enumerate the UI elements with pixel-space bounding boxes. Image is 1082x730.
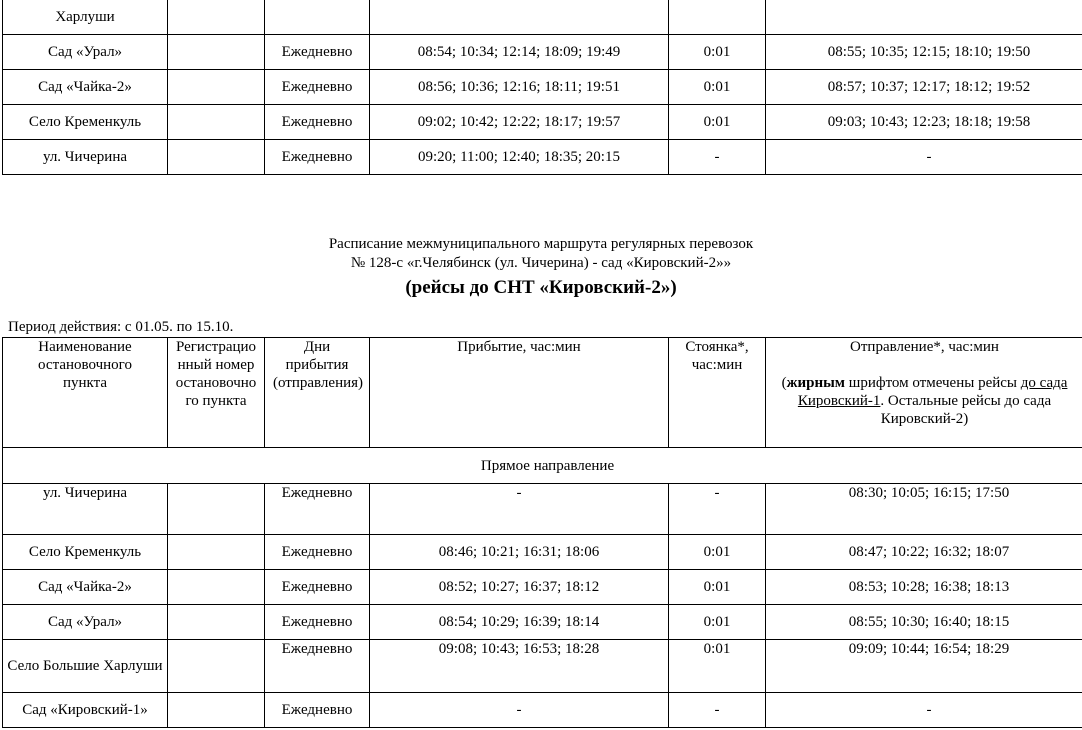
stop-name-cell: Сад «Кировский-1»	[3, 693, 168, 728]
stay-cell	[669, 0, 766, 35]
departure-times-cell: 09:03; 10:43; 12:23; 18:18; 19:58	[766, 105, 1082, 140]
arrival-times-cell: -	[370, 484, 669, 535]
table-row	[3, 484, 1082, 535]
registration-number-cell	[168, 570, 265, 605]
schedule-table-continued	[2, 0, 1082, 175]
registration-number-cell	[168, 105, 265, 140]
table-row	[3, 105, 1082, 140]
days-cell: Ежедневно	[265, 70, 370, 105]
table-row	[3, 70, 1082, 105]
table-row	[3, 693, 1082, 728]
stop-name-cell: Сад «Чайка-2»	[3, 70, 168, 105]
stop-name-cell: Харлуши	[3, 0, 168, 35]
stop-name-cell: Сад «Чайка-2»	[3, 570, 168, 605]
days-cell: Ежедневно	[265, 484, 370, 535]
stay-cell: 0:01	[669, 105, 766, 140]
header-stop-name: Наименование остановочного пункта	[3, 338, 168, 448]
registration-number-cell	[168, 70, 265, 105]
days-cell: Ежедневно	[265, 605, 370, 640]
arrival-times-cell: 08:52; 10:27; 16:37; 18:12	[370, 570, 669, 605]
header-departure-label: Отправление*, час:мин	[850, 339, 999, 355]
stay-cell: 0:01	[669, 35, 766, 70]
registration-number-cell	[168, 140, 265, 175]
registration-number-cell	[168, 605, 265, 640]
header-days: Дни прибытия (отправления)	[265, 338, 370, 448]
departure-times-cell: 08:30; 10:05; 16:15; 17:50	[766, 484, 1082, 535]
departure-times-cell: 08:55; 10:30; 16:40; 18:15	[766, 605, 1082, 640]
table-row	[3, 535, 1082, 570]
schedule-table-body	[3, 338, 1082, 728]
days-cell: Ежедневно	[265, 105, 370, 140]
departure-times-cell: -	[766, 693, 1082, 728]
arrival-times-cell: 08:46; 10:21; 16:31; 18:06	[370, 535, 669, 570]
stop-name-cell: Сад «Урал»	[3, 35, 168, 70]
days-cell: Ежедневно	[265, 140, 370, 175]
days-cell: Ежедневно	[265, 693, 370, 728]
stop-name-cell: Село Кременкуль	[3, 105, 168, 140]
stay-cell: -	[669, 693, 766, 728]
departure-times-cell	[766, 0, 1082, 35]
header-registration-number: Регистрационный номер остановочного пункта	[168, 338, 265, 448]
registration-number-cell	[168, 484, 265, 535]
direction-label: Прямое направление	[3, 448, 1082, 484]
stop-name-cell: ул. Чичерина	[3, 140, 168, 175]
table-row	[3, 35, 1082, 70]
table-row	[3, 570, 1082, 605]
days-cell	[265, 0, 370, 35]
registration-number-cell	[168, 640, 265, 693]
table-row	[3, 140, 1082, 175]
stop-name-cell: ул. Чичерина	[3, 484, 168, 535]
stay-cell: -	[669, 140, 766, 175]
registration-number-cell	[168, 535, 265, 570]
stay-cell: 0:01	[669, 570, 766, 605]
header-departure	[766, 338, 1082, 448]
departure-times-cell: 08:53; 10:28; 16:38; 18:13	[766, 570, 1082, 605]
departure-times-cell: 08:47; 10:22; 16:32; 18:07	[766, 535, 1082, 570]
registration-number-cell	[168, 0, 265, 35]
arrival-times-cell: 09:02; 10:42; 12:22; 18:17; 19:57	[370, 105, 669, 140]
schedule-title-line1: Расписание межмуниципального маршрута регулярных перевозок	[328, 236, 754, 252]
registration-number-cell	[168, 693, 265, 728]
stop-name-cell: Село Большие Харлуши	[3, 640, 168, 693]
direction-row	[3, 448, 1082, 484]
days-cell: Ежедневно	[265, 640, 370, 693]
stay-cell: 0:01	[669, 640, 766, 693]
arrival-times-cell	[370, 0, 669, 35]
arrival-times-cell: -	[370, 693, 669, 728]
registration-number-cell	[168, 35, 265, 70]
arrival-times-cell: 08:54; 10:34; 12:14; 18:09; 19:49	[370, 35, 669, 70]
schedule-title-route: № 128-с «г.Челябинск (ул. Чичерина) - сад «Кировский-2»»	[350, 255, 732, 271]
header-departure-note: (жирным шрифтом отмечены рейсы до сада Кировский-1. Остальные рейсы до сада Кировский-2)	[781, 375, 1068, 427]
departure-times-cell: 09:09; 10:44; 16:54; 18:29	[766, 640, 1082, 693]
departure-times-cell: -	[766, 140, 1082, 175]
arrival-times-cell: 08:56; 10:36; 12:16; 18:11; 19:51	[370, 70, 669, 105]
departure-times-cell: 08:55; 10:35; 12:15; 18:10; 19:50	[766, 35, 1082, 70]
stop-name-cell: Село Кременкуль	[3, 535, 168, 570]
stay-cell: -	[669, 484, 766, 535]
arrival-times-cell: 09:08; 10:43; 16:53; 18:28	[370, 640, 669, 693]
departure-times-cell: 08:57; 10:37; 12:17; 18:12; 19:52	[766, 70, 1082, 105]
table-row	[3, 0, 1082, 35]
stop-name-cell: Сад «Урал»	[3, 605, 168, 640]
schedule-title-trips: (рейсы до СНТ «Кировский-2»)	[405, 277, 677, 298]
stay-cell: 0:01	[669, 70, 766, 105]
header-arrival: Прибытие, час:мин	[370, 338, 669, 448]
stay-cell: 0:01	[669, 605, 766, 640]
days-cell: Ежедневно	[265, 35, 370, 70]
schedule-table	[2, 337, 1082, 728]
stay-cell: 0:01	[669, 535, 766, 570]
arrival-times-cell: 08:54; 10:29; 16:39; 18:14	[370, 605, 669, 640]
table-row	[3, 605, 1082, 640]
arrival-times-cell: 09:20; 11:00; 12:40; 18:35; 20:15	[370, 140, 669, 175]
days-cell: Ежедневно	[265, 570, 370, 605]
schedule-table-continued-body	[3, 0, 1082, 175]
table-header-row	[3, 338, 1082, 448]
header-stay: Стоянка*, час:мин	[669, 338, 766, 448]
validity-period: Период действия: с 01.05. по 15.10.	[8, 319, 234, 335]
days-cell: Ежедневно	[265, 535, 370, 570]
table-row	[3, 640, 1082, 693]
